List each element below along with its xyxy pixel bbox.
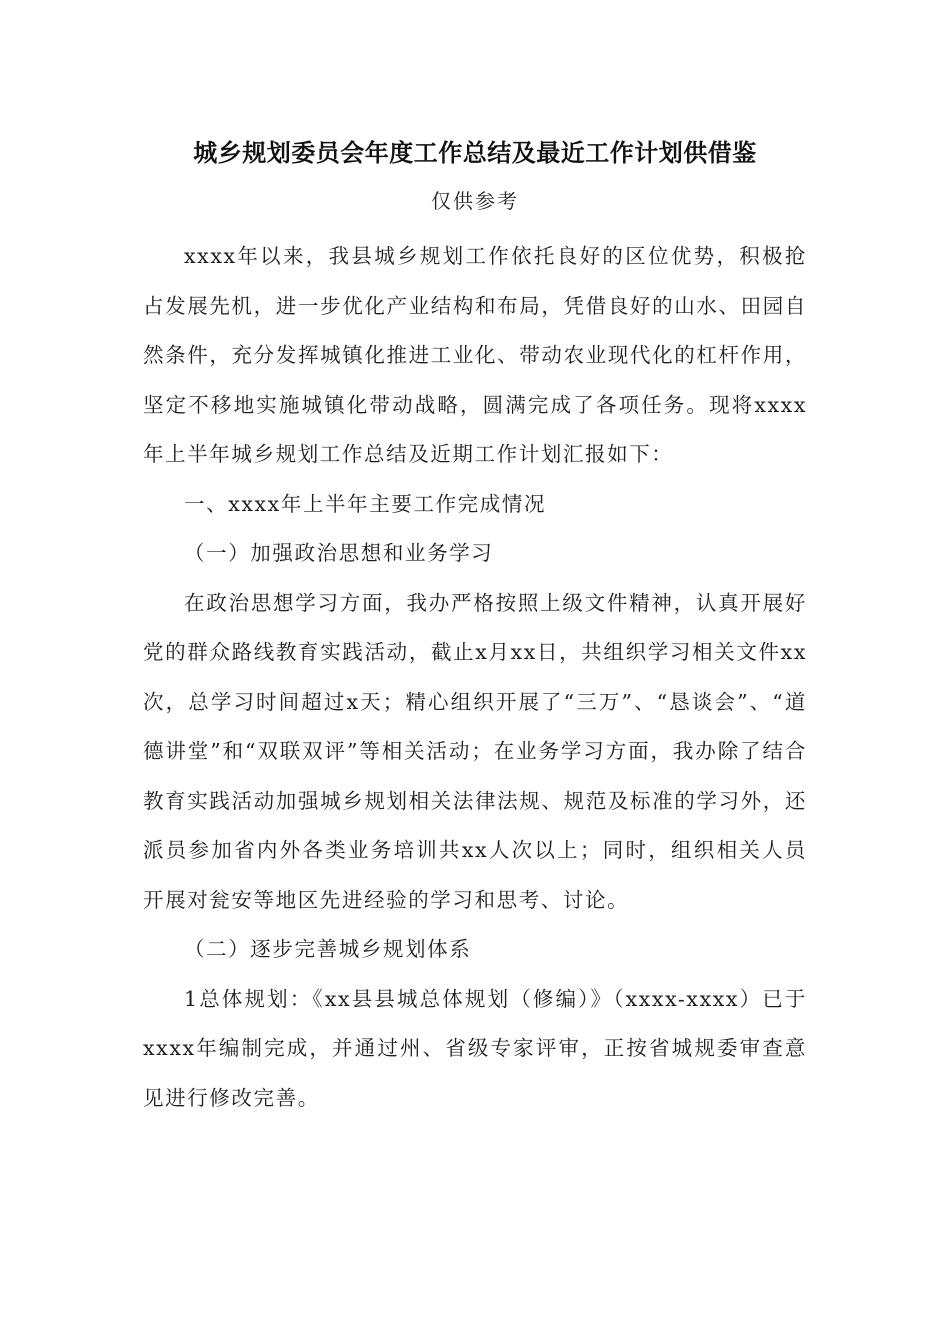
intro-paragraph: xxxx年以来，我县城乡规划工作依托良好的区位优势，积极抢占发展先机，进一步优化产业结构和布局，凭借良好的山水、田园自然条件，充分发挥城镇化推进工业化、带动农业现代化的杠杆作用，坚定不移地实施城镇化带动战略，圆满完成了各项任务。现将xxxx年上半年城乡规划工作总结及近期工作计划汇报如下：	[143, 244, 807, 466]
document-subtitle: 仅供参考	[431, 189, 519, 213]
subsection-heading-1: （一）加强政治思想和业务学习	[184, 541, 494, 565]
master-plan-paragraph: 1总体规划：《xx县县城总体规划（修编）》（xxxx-xxxx）已于xxxx年编制完成，并通过州、省级专家评审，正按省城规委审查意见进行修改完善。	[143, 986, 807, 1110]
document-body	[143, 232, 807, 1123]
document-title: 城乡规划委员会年度工作总结及最近工作计划供借鉴	[193, 139, 757, 167]
study-paragraph: 在政治思想学习方面，我办严格按照上级文件精神，认真开展好党的群众路线教育实践活动，截止x月xx日，共组织学习相关文件xx次，总学习时间超过x天；精心组织开展了“三万”、“恳谈会”、“道德讲堂”和“双联双评”等相关活动；在业务学习方面，我办除了结合教育实践活动加强城乡规划相关法律法规、规范及标准的学习外，还派员参加省内外各类业务培训共xx人次以上；同时，组织相关人员开展对瓮安等地区先进经验的学习和思考、讨论。	[143, 590, 807, 912]
subsection-heading-2: （二）逐步完善城乡规划体系	[184, 937, 472, 961]
section-heading-1: 一、xxxx年上半年主要工作完成情况	[184, 491, 547, 516]
